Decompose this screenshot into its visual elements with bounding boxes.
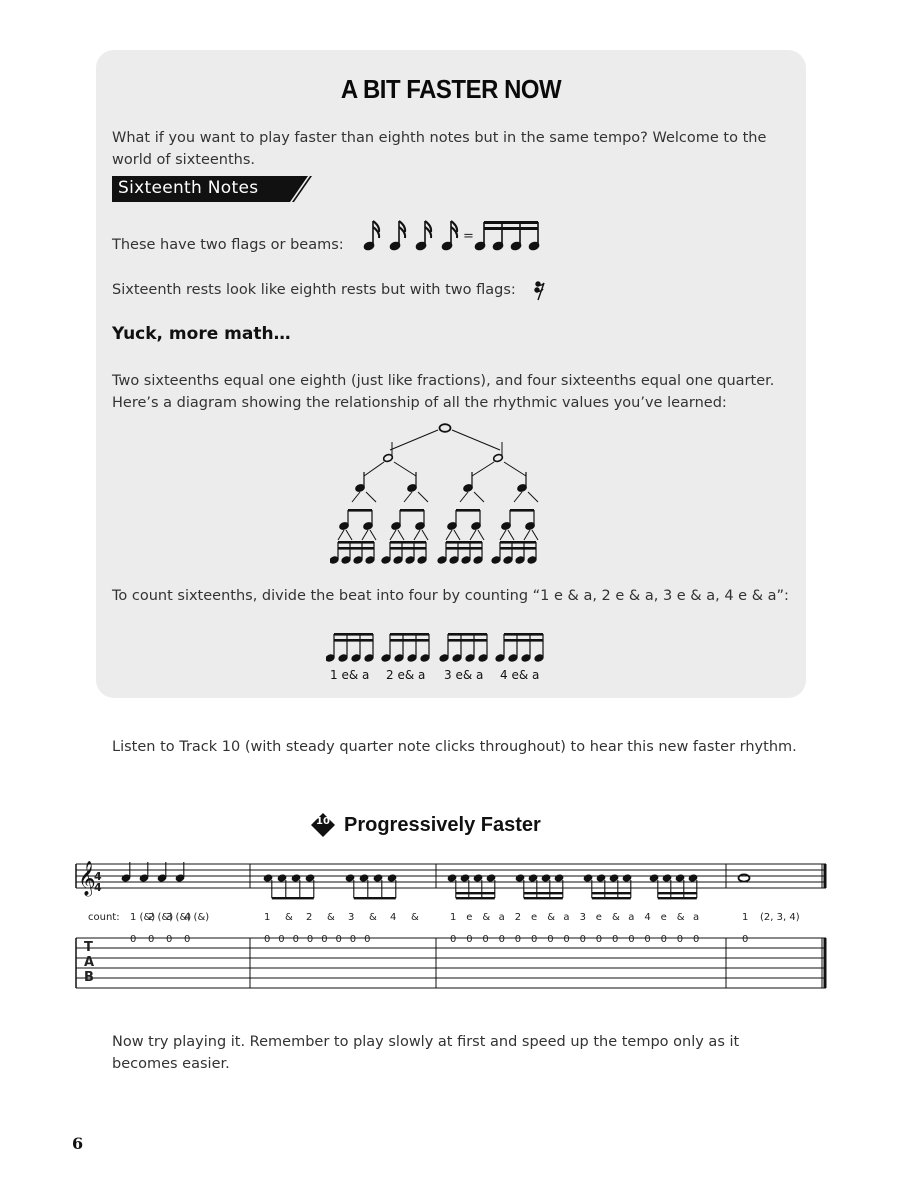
fret-m2-2: 0 (278, 934, 285, 945)
fret-m3-7: 0 (547, 934, 554, 945)
fret-m3-3: 0 (482, 934, 489, 945)
fret-m3-13: 0 (644, 934, 651, 945)
count-m2-5: 3 (348, 912, 355, 923)
count-m2-8: & (411, 912, 419, 923)
sixteenth-note-icon (415, 221, 431, 251)
count-beam-group-1 (326, 633, 374, 662)
sixteenth-rest-icon (533, 280, 547, 302)
track-heading (310, 810, 541, 840)
fret-m2-4: 0 (306, 934, 314, 945)
count-m2-4: & (327, 912, 335, 923)
fret-m3-11: 0 (612, 934, 619, 945)
count-sixteenths-notation (326, 630, 558, 666)
math-subhead: Yuck, more math… (112, 324, 291, 344)
fret-m3-8: 0 (563, 934, 570, 945)
diagram-sixteenth-group-3 (437, 541, 483, 564)
count-m3-2: e (466, 912, 473, 923)
fret-m2-5: 0 (321, 934, 328, 945)
staff-sixteenth-group-4 (649, 874, 698, 899)
sixteenth-note-icon (363, 221, 379, 251)
count-m4-1: 1 (742, 912, 749, 923)
banner-label: Sixteenth Notes (118, 178, 259, 198)
time-sig-bottom: 4 (94, 881, 102, 894)
fret-m3-9: 0 (579, 934, 586, 945)
count-m2-7: 4 (390, 912, 397, 923)
diagram-sixteenth-group-1 (330, 541, 375, 564)
fret-m3-12: 0 (628, 934, 635, 945)
count-m3-14: e (660, 912, 667, 923)
outro-paragraph: Now try playing it. Remember to play slowly at first and speed up the tempo only as it becomes easier. (112, 1034, 740, 1072)
count-m1-2: 2 (&) (148, 912, 174, 923)
fret-m4-1: 0 (742, 934, 749, 945)
fret-m3-4: 0 (498, 934, 505, 945)
count-group-1: 1 e& a (330, 668, 370, 682)
count-beam-group-2 (381, 633, 430, 662)
count-m3-5: 2 (514, 912, 522, 923)
fret-m1-3: 0 (166, 934, 173, 945)
count-m3-13: 4 (644, 912, 651, 923)
count-m2-2: & (285, 912, 293, 923)
fret-m2-6: 0 (335, 934, 342, 945)
count-paragraph: To count sixteenths, divide the beat into four by counting “1 e & a, 2 e & a, 3 e & a, 4 e & a”: (112, 588, 789, 604)
quarter-note-3 (157, 862, 167, 882)
tab-letter-t: T (84, 940, 93, 955)
count-group-4: 4 e& a (500, 668, 540, 682)
count-m3-9: 3 (579, 912, 586, 923)
count-m2-3: 2 (306, 912, 313, 923)
fret-m3-10: 0 (595, 934, 603, 945)
fret-m2-7: 0 (349, 934, 357, 945)
count-m4-2: (2, 3, 4) (760, 912, 800, 923)
beamed-sixteenths-icon (474, 221, 540, 251)
fret-m1-2: 0 (148, 934, 155, 945)
count-beam-group-3 (439, 633, 488, 662)
fret-m3-6: 0 (531, 934, 538, 945)
section-banner (112, 176, 312, 202)
rests-text: Sixteenth rests look like eighth rests but with two flags: (112, 282, 516, 298)
page-title: A BIT FASTER NOW (340, 74, 562, 104)
time-sig-top: 4 (94, 870, 102, 883)
whole-note (739, 874, 750, 881)
count-m1-4: 4 (&) (184, 912, 210, 923)
count-m3-10: e (595, 912, 602, 923)
sixteenth-equivalence-notation (362, 218, 552, 254)
quarter-note-2 (139, 862, 149, 882)
count-m3-6: e (531, 912, 538, 923)
count-m3-12: a (628, 912, 635, 923)
diagram-sixteenth-group-4 (491, 541, 537, 564)
music-staff (74, 858, 828, 994)
count-m2-6: & (369, 912, 377, 923)
staff-sixteenth-group-2 (515, 874, 564, 899)
equals-sign: = (463, 229, 474, 244)
treble-clef-icon: 𝄞 (78, 861, 96, 896)
tab-letter-b: B (84, 970, 94, 985)
count-m3-8: a (563, 912, 570, 923)
diagram-sixteenth-group-2 (381, 541, 427, 564)
staff-sixteenth-group-3 (583, 874, 632, 899)
fret-m3-14: 0 (660, 934, 667, 945)
math-paragraph: Two sixteenths equal one eighth (just like fractions), and four sixteenths equal one quarter. Here’s a diagram showing the relationship of all the rhythmic values you’ve learned: (112, 373, 775, 411)
track-number: 10 (316, 816, 330, 827)
count-group-3: 3 e& a (444, 668, 484, 682)
quarter-note-4 (175, 862, 185, 882)
fret-m2-8: 0 (364, 934, 371, 945)
fret-m1-4: 0 (184, 934, 191, 945)
quarter-note-1 (121, 862, 131, 882)
rhythm-tree-diagram (330, 418, 560, 570)
fret-m2-3: 0 (292, 934, 299, 945)
flags-text: These have two flags or beams: (112, 237, 344, 253)
track-title: Progressively Faster (344, 813, 541, 836)
count-m3-16: a (693, 912, 700, 923)
intro-paragraph: What if you want to play faster than eighth notes but in the same tempo? Welcome to the world of sixteenths. (112, 130, 767, 168)
page-number: 6 (72, 1134, 84, 1153)
count-m3-11: & (612, 912, 620, 923)
count-m3-1: 1 (450, 912, 457, 923)
eighth-group-1 (263, 874, 315, 899)
sixteenth-note-icon (441, 221, 457, 251)
fret-m3-5: 0 (514, 934, 522, 945)
fret-m3-1: 0 (450, 934, 457, 945)
count-m1-3: 3 (&) (166, 912, 192, 923)
count-m3-3: & (482, 912, 491, 923)
fret-m3-16: 0 (693, 934, 700, 945)
count-group-2: 2 e& a (386, 668, 426, 682)
tab-letter-a: A (84, 955, 95, 970)
count-beam-group-4 (495, 633, 544, 662)
count-m1-1: 1 (&) (130, 912, 156, 923)
fret-m3-15: 0 (676, 934, 684, 945)
count-m3-15: & (676, 912, 685, 923)
count-label: count: (88, 912, 120, 923)
listen-paragraph: Listen to Track 10 (with steady quarter note clicks throughout) to hear this new faster rhythm. (112, 739, 797, 755)
fret-m1-1: 0 (130, 934, 137, 945)
fret-m2-1: 0 (264, 934, 271, 945)
sixteenth-note-icon (389, 221, 405, 251)
count-m3-4: a (498, 912, 505, 923)
count-m2-1: 1 (264, 912, 271, 923)
staff-sixteenth-group-1 (447, 874, 496, 899)
fret-m3-2: 0 (466, 934, 473, 945)
eighth-group-2 (345, 874, 397, 899)
count-m3-7: & (547, 912, 555, 923)
